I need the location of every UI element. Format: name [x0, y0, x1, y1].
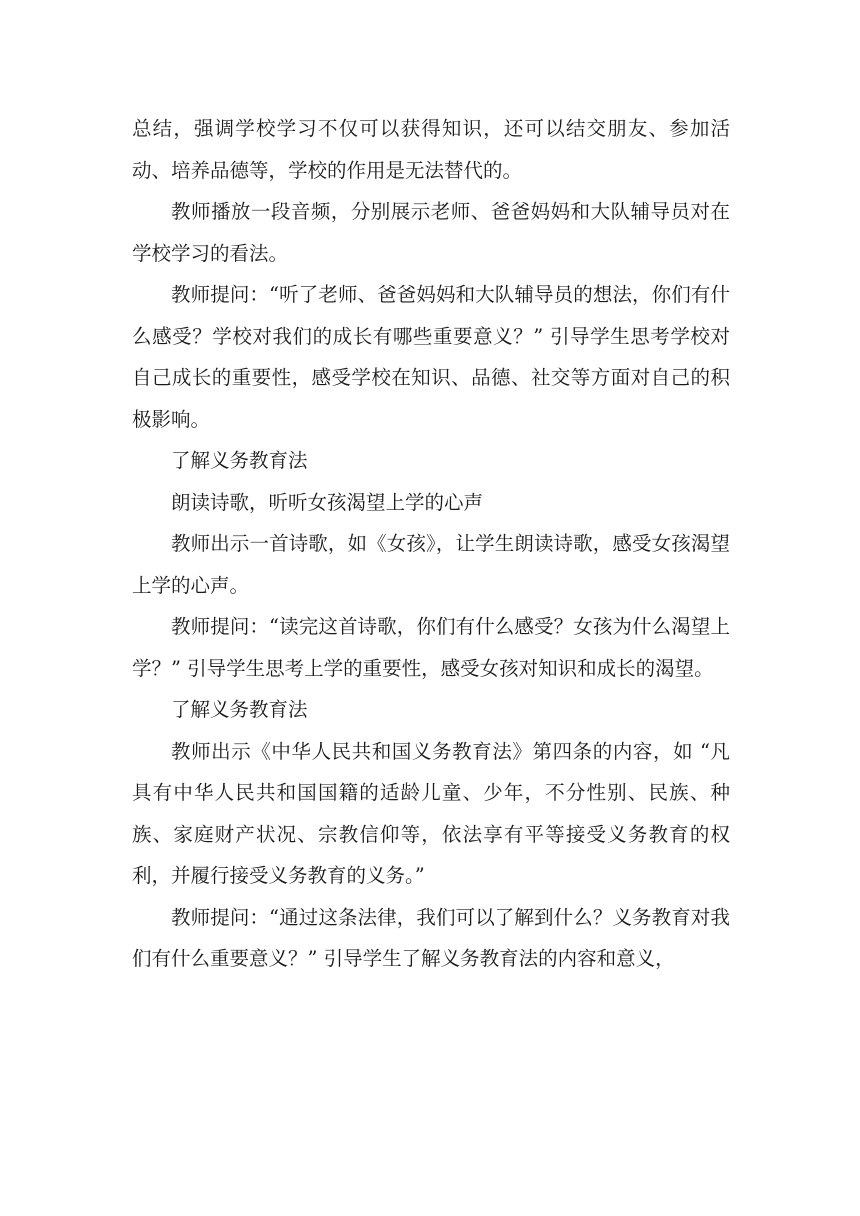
paragraph-audio: 教师播放一段音频，分别展示老师、爸爸妈妈和大队辅导员对在学校学习的看法。	[132, 200, 730, 265]
subheading-education-law: 了解义务教育法	[171, 698, 308, 721]
paragraph-question-poem: 教师提问：“读完这首诗歌，你们有什么感受？女孩为什么渴望上学？” 引导学生思考上学的重要性，感受女孩对知识和成长的渴望。	[132, 615, 730, 680]
paragraph-question-law: 教师提问：“通过这条法律，我们可以了解到什么？义务教育对我们有什么重要意义？” 引导学生了解义务教育法的内容和意义，	[132, 905, 730, 970]
paragraph-law-article: 教师出示《中华人民共和国义务教育法》第四条的内容，如 “凡具有中华人民共和国国籍的适龄儿童、少年，不分性别、民族、种族、家庭财产状况、宗教信仰等，依法享有平等接受义务教育的权利，并履行接受义务教育的义务。”	[132, 739, 730, 887]
subheading-poem: 朗读诗歌，听听女孩渴望上学的心声	[171, 490, 484, 514]
paragraph-poem: 教师出示一首诗歌，如《女孩》，让学生朗读诗歌，感受女孩渴望上学的心声。	[132, 532, 730, 597]
paragraph-summary: 总结，强调学校学习不仅可以获得知识，还可以结交朋友、参加活动、培养品德等，学校的作用是无法替代的。	[132, 117, 730, 182]
section-heading-education-law: 了解义务教育法	[171, 449, 308, 472]
document-body	[132, 108, 730, 980]
paragraph-question-school: 教师提问：“听了老师、爸爸妈妈和大队辅导员的想法，你们有什么感受？学校对我们的成长有哪些重要意义？” 引导学生思考学校对自己成长的重要性，感受学校在知识、品德、社交等方面对自己的积极影响。	[132, 283, 730, 431]
